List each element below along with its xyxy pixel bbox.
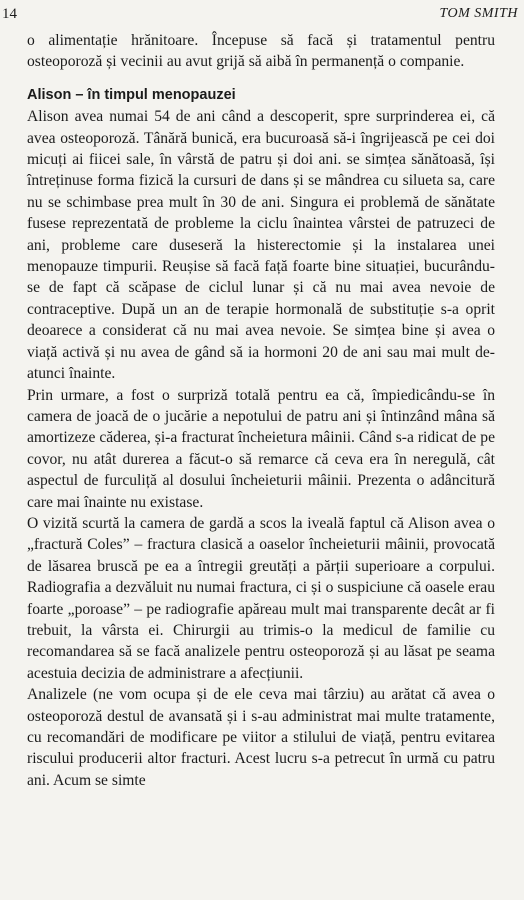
- paragraph: Alison avea numai 54 de ani când a descoperit, spre surprinderea ei, că avea osteoporoză. Tânără bunică, era bucuroasă să-i îngrijească pe cei doi micuți ai fiicei sale, în vârstă de patru și doi ani. se simțea sănătoasă, își întreținuse forma fizică la cursuri de dans și se mândrea cu silueta sa, care nu se schimbase prea mult în 30 de ani. Singura ei problemă de sănătate fusese reprezentată de probleme la ciclu înaintea vârstei de patruzeci de ani, probleme care duseseră la histerectomie și la instalarea unei menopauze timpurii. Reușise să facă față foarte bine situației, bucurându-se de fapt că scăpase de ciclul lunar și că nu mai avea nevoie de contraceptive. După un an de terapie hormonală de substituție s-a oprit deoarece a considerat că nu mai avea nevoie. Se simțea bine și avea o viață activă și nu avea de gând să ia hormoni 20 de ani sau mai mult de-atunci înainte.: [27, 108, 495, 383]
- page-body: [27, 30, 495, 791]
- running-head: TOM SMITH: [439, 6, 518, 21]
- paragraph: Analizele (ne vom ocupa și de ele ceva mai târziu) au arătat că avea o osteoporoză destul de avansată și i s-au administrat mai multe tratamente, cu recomandări de modificare pe viitor a stilului de viață, pentru evitarea riscului producerii altor fracturi. Acest lucru s-a petrecut în urmă cu patru ani. Acum se simte: [27, 686, 495, 789]
- paragraph: Prin urmare, a fost o surpriză totală pentru ea că, împiedicându-se în camera de joacă de o jucărie a nepotului de patru ani și întinzând mâna să amortizeze căderea, și-a fracturat încheietura mâinii. Când s-a ridicat de pe covor, nu atât durerea a făcut-o să remarce că ceva era în neregulă, cât aspectul de furculiță al dosului încheieturii mâinii. Prezenta o adâncitură care mai înainte nu existase.: [27, 386, 495, 511]
- paragraph: O vizită scurtă la camera de gardă a scos la iveală faptul că Alison avea o „fractură Coles” – fractura clasică a oaselor încheieturii mâinii, provocată de lăsarea bruscă pe ea a întregii greutăți a părții superioare a corpului. Radiografia a dezvăluit nu numai fractura, ci și o suspiciune că oasele erau foarte „poroase” – pe radiografie apăreau mult mai transparente decât ar fi trebuit, la vârsta ei. Chirurgii au trimis-o la medicul de familie cu recomandarea să se facă analizele pentru osteoporoză și au lăsat pe seama acestuia decizia de administrare a afecțiunii.: [27, 514, 495, 682]
- page-number: 14: [2, 6, 17, 22]
- section-heading: Alison – în timpul menopauzei: [27, 86, 236, 103]
- paragraph: o alimentație hrănitoare. Începuse să facă și tratamentul pentru osteoporoză și vecinii au avut grijă să aibă în permanență o companie.: [27, 32, 495, 71]
